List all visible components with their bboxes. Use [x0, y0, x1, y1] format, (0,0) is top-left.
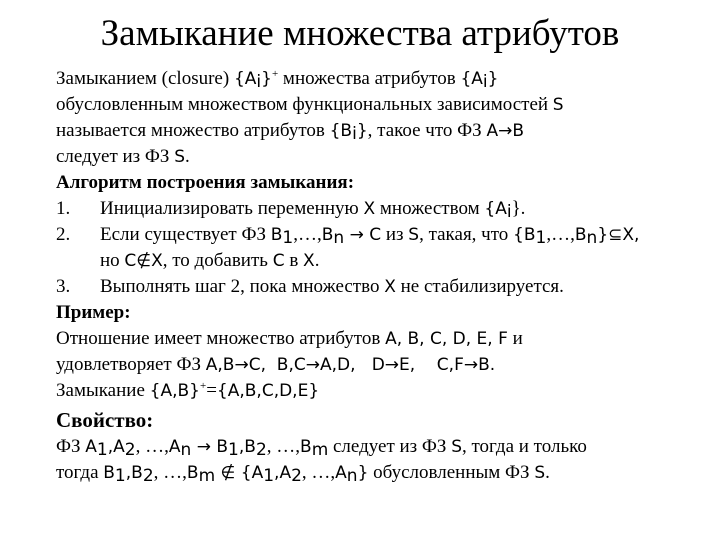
- definition-line-1: Замыканием (closure) $\{A_i\}^+$ множества атрибутов $\{A_i\}$: [56, 68, 499, 92]
- example-line-3: Замыкание {A,B}+={A,B,C,D,E}: [56, 380, 320, 401]
- algorithm-step-2-cont: но C∉X, то добавить C в X.: [100, 250, 320, 271]
- property-line-2: тогда $B_1,B_2$, $\dots,B_m$ ∉ {$A_1,A_2$, $\dots,A_n$} обусловленным ФЗ S.: [56, 462, 550, 486]
- algorithm-step-1: 1. Инициализировать переменную X множеством $\{A_i\}$.: [56, 198, 526, 222]
- definition-line-4: следует из ФЗ S.: [56, 146, 190, 167]
- example-line-1: Отношение имеет множество атрибутов A, B, C, D, E, F и: [56, 328, 523, 349]
- slide-body: [56, 66, 706, 486]
- slide-title: Замыкание множества атрибутов: [100, 13, 620, 54]
- algorithm-step-2: 2. Если существует ФЗ $B_1,\dots,B_n \to C$ из S, такая, что $\{B_1,\dots,B_n\}⊆X$,: [56, 224, 640, 248]
- example-line-2: удовлетворяет ФЗ A,B→C, B,C→A,D, D→E, C,F→B.: [56, 354, 496, 375]
- algorithm-heading: Алгоритм построения замыкания:: [56, 172, 355, 193]
- definition-line-3: называется множество атрибутов $\{B_i\}$, такое что ФЗ A→B: [56, 120, 524, 144]
- algorithm-step-3: 3. Выполнять шаг 2, пока множество X не стабилизируется.: [56, 276, 564, 297]
- definition-line-2: обусловленным множеством функциональных зависимостей S: [56, 94, 564, 115]
- property-heading: Свойство:: [56, 408, 154, 432]
- example-heading: Пример:: [56, 302, 131, 323]
- property-line-1: ФЗ $A_1,A_2$, $\dots,A_n \to B_1,B_2$, $\dots,B_m$ следует из ФЗ S, тогда и только: [56, 436, 587, 460]
